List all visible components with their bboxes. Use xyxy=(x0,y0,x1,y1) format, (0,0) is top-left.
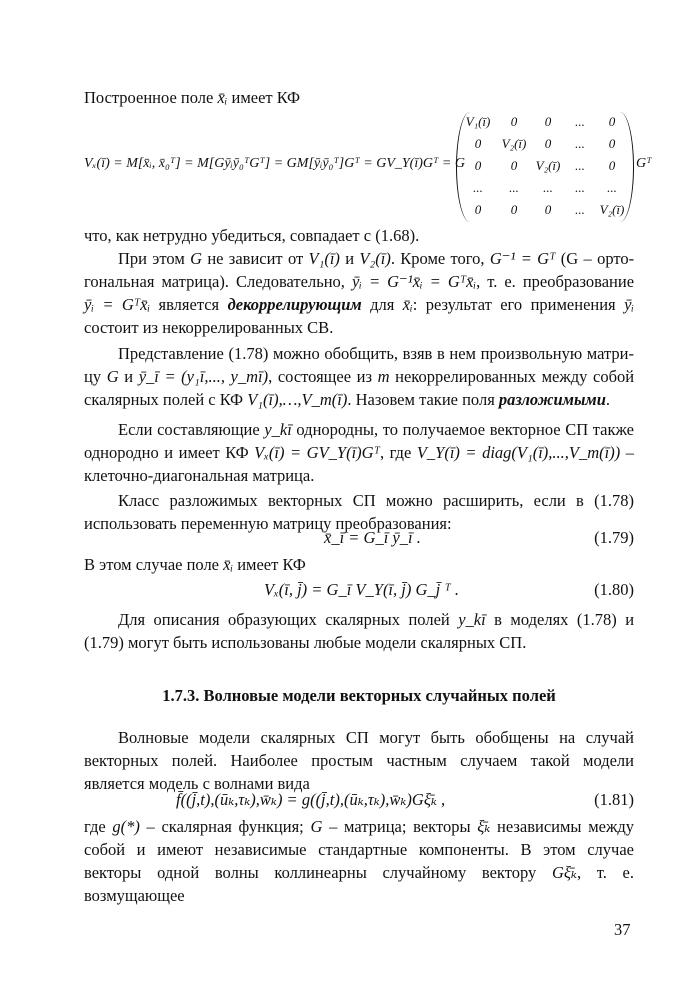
paragraph-6: В этом случае поле x̄ᵢ имеет КФ xyxy=(84,555,306,574)
term-decomposable: разложимыми xyxy=(498,390,606,409)
matrix-cell: 0 xyxy=(474,136,482,151)
matrix-cell: ... xyxy=(575,136,585,151)
matrix-cell: ... xyxy=(473,180,483,195)
equation-1-80: Vₓ(ī, j̄) = G_ī V_Y(ī, j̄) G_j̄ ᵀ . (1.80) xyxy=(264,580,634,599)
equation-rhs: Gᵀ xyxy=(636,156,652,171)
matrix-cell: ... xyxy=(509,180,519,195)
paragraph-4: Если составляющие y_kī однородны, то получаемое векторное СП также однородно и имеет КФ Vₓ(ī) = GV_Y(ī)Gᵀ, где V_Y(ī) = diag(V₁(ī),...,V_m(ī)) – клеточно-диагональная матрица. xyxy=(84,420,635,485)
equation-number: (1.79) xyxy=(594,528,634,547)
equation-1-81: f̄((j̄,t),(ūₖ,τₖ),w̄ₖ) = g((j̄,t),(ūₖ,τₖ),w̄ₖ)Gξ̄ₖ , (1.81) xyxy=(176,790,634,809)
kf-matrix-equation xyxy=(84,112,652,224)
matrix-cell: ... xyxy=(575,158,585,173)
page-number: 37 xyxy=(614,920,631,939)
equation-lhs: Vₓ(ī) = M[x̄ᵢ, x̄₀ᵀ] = M[Gȳᵢȳ₀ᵀGᵀ] = GM[ȳᵢȳ₀ᵀ]Gᵀ = GV_Y(ī)Gᵀ = G xyxy=(84,156,465,171)
matrix-cell: 0 xyxy=(544,114,552,129)
matrix-cell: 0 xyxy=(544,202,552,217)
paragraph-1: что, как нетрудно убедиться, совпадает с (1.68). xyxy=(84,226,420,245)
matrix-cell: ... xyxy=(575,114,585,129)
equation-number: (1.80) xyxy=(594,580,634,599)
matrix-cell: ... xyxy=(575,202,585,217)
matrix-cell: V₂(ī) xyxy=(599,202,625,217)
matrix-cell: V₂(ī) xyxy=(535,158,561,173)
matrix-cell: ... xyxy=(607,180,617,195)
paragraph-9: где g(*) – скалярная функция; G – матрица; векторы ξ̄ₖ независимы между собой и имеют независимые стандартные компоненты. В этом случае векторы одной волны коллинеарны случайному вектору Gξ̄ₖ, т. е. возмущающее xyxy=(84,817,635,905)
matrix-cell: 0 xyxy=(544,136,552,151)
matrix-cell: ... xyxy=(575,180,585,195)
matrix-cell: ... xyxy=(543,180,553,195)
matrix-cell: 0 xyxy=(474,202,482,217)
paragraph-8: Волновые модели скалярных СП могут быть обобщены на случай векторных полей. Наиболее простым частным случаем такой модели является модель с волнами вида xyxy=(84,728,634,793)
math-xi: x̄ᵢ xyxy=(217,88,228,107)
paragraph-3: Представление (1.78) можно обобщить, взяв в нем произвольную матри- цу G и ȳ_ī = (y₁ī,..., y_mī), состоящее из m некоррелированных между собой скалярных полей с КФ V₁(ī),…,V_m(ī). Назовем такие поля разложимыми. xyxy=(84,344,635,409)
matrix-cell: 0 xyxy=(510,158,518,173)
matrix-cell: 0 xyxy=(608,114,616,129)
matrix-cell: V₁(ī) xyxy=(465,114,491,129)
equation-number: (1.81) xyxy=(594,790,634,809)
section-heading: 1.7.3. Волновые модели векторных случайных полей xyxy=(162,686,556,705)
equation-1-79: x̄_ī = G_ī ȳ_ī . (1.79) xyxy=(324,528,634,547)
term-decorrelating: декоррелирующим xyxy=(227,295,362,314)
matrix-cell: 0 xyxy=(608,136,616,151)
matrix-cell: 0 xyxy=(510,114,518,129)
matrix-cell: 0 xyxy=(510,202,518,217)
matrix-cell: V₂(ī) xyxy=(501,136,527,151)
matrix-cell: 0 xyxy=(474,158,482,173)
paragraph-7: Для описания образующих скалярных полей y_kī в моделях (1.78) и (1.79) могут быть использованы любые модели скалярных СП. xyxy=(84,610,635,652)
intro-line: Построенное поле x̄ᵢ имеет КФ xyxy=(84,88,301,107)
paragraph-2: При этом G не зависит от V₁(ī) и V₂(ī). Кроме того, G⁻¹ = Gᵀ (G – орто- гональная матрица). Следовательно, ȳᵢ = G⁻¹x̄ᵢ = Gᵀx̄ᵢ, т. е. преобразование ȳᵢ = Gᵀx̄ᵢ является декоррелирующим для x̄ᵢ: результат его применения ȳᵢ состоит из некоррелированных СВ. xyxy=(84,249,635,337)
paragraph-5: Класс разложимых векторных СП можно расширить, если в (1.78) использовать переменную матрицу преобразования: xyxy=(84,491,634,533)
matrix-cell: 0 xyxy=(608,158,616,173)
diagonal-matrix xyxy=(456,112,634,222)
